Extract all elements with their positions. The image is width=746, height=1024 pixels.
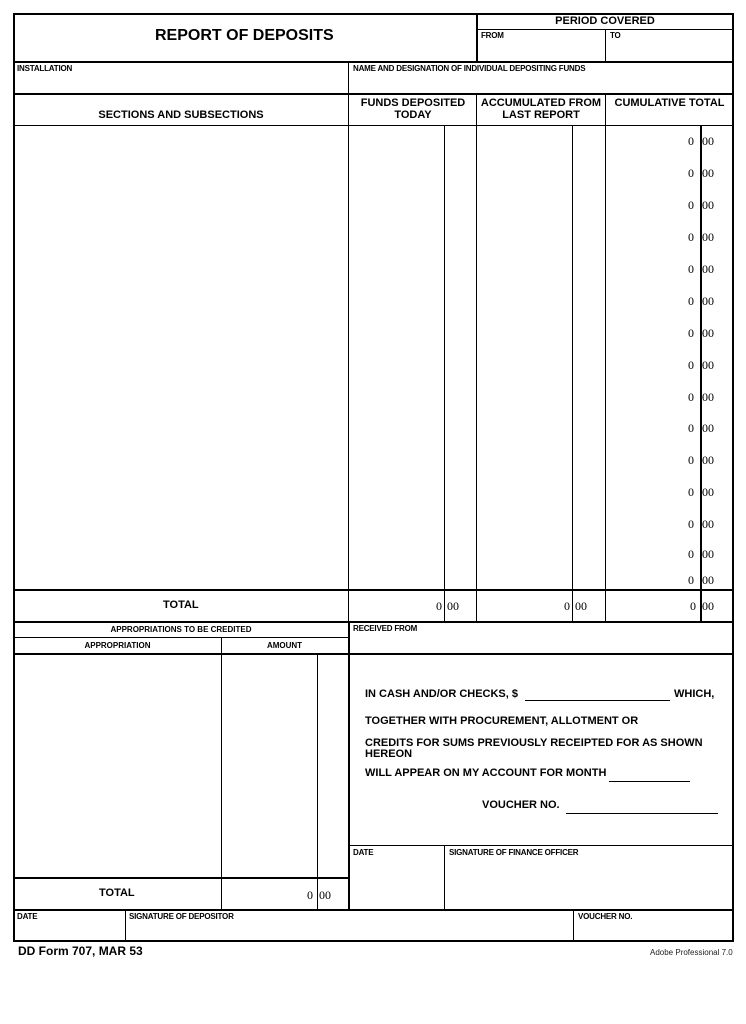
- received-from-label: RECEIVED FROM: [353, 624, 418, 633]
- appropriation-col-text: APPROPRIATION: [84, 641, 151, 650]
- finance-date-input[interactable]: [350, 858, 443, 908]
- divider: [13, 909, 734, 911]
- cumulative-dollars[interactable]: 0: [688, 390, 694, 404]
- finance-date-label: DATE: [353, 848, 374, 857]
- depositor-date-label: DATE: [17, 912, 38, 921]
- cumulative-dollars[interactable]: 0: [688, 230, 694, 244]
- cumulative-cents[interactable]: 00: [702, 573, 714, 587]
- cumulative-cents[interactable]: 00: [702, 294, 714, 308]
- divider: [348, 62, 349, 94]
- approp-total-label: TOTAL: [99, 887, 135, 899]
- cumulative-cents[interactable]: 00: [702, 453, 714, 467]
- hereon-suffix: ON: [395, 748, 413, 760]
- cumulative-cents[interactable]: 00: [702, 390, 714, 404]
- cash-text: IN CASH AND/OR CHECKS, $: [365, 688, 518, 700]
- divider: [605, 94, 606, 621]
- divider: [13, 621, 734, 623]
- cumulative-cents[interactable]: 00: [702, 547, 714, 561]
- total-label: TOTAL: [163, 599, 199, 611]
- divider: [13, 125, 734, 126]
- cumulative-cents[interactable]: 00: [702, 166, 714, 180]
- which-text: WHICH,: [674, 688, 715, 700]
- software-note: Adobe Professional 7.0: [650, 948, 733, 957]
- voucher-line[interactable]: [566, 813, 718, 814]
- cumulative-cents[interactable]: 00: [702, 262, 714, 276]
- cumulative-dollars[interactable]: 0: [688, 517, 694, 531]
- to-label: TO: [610, 31, 621, 40]
- amount-col-header: [221, 641, 348, 650]
- installation-label: INSTALLATION: [17, 64, 73, 73]
- cumulative-dollars[interactable]: 0: [688, 547, 694, 561]
- funds-today-header: FUNDS DEPOSITED TODAY: [360, 97, 466, 121]
- depositing-funds-label: NAME AND DESIGNATION OF INDIVIDUAL DEPOSITING FUNDS: [353, 64, 586, 73]
- accumulated-header: ACCUMULATED FROM LAST REPORT: [480, 97, 602, 121]
- cumulative-dollars[interactable]: 0: [688, 166, 694, 180]
- divider: [13, 93, 734, 95]
- cumulative-cents[interactable]: 00: [702, 326, 714, 340]
- cumulative-cents[interactable]: 00: [702, 230, 714, 244]
- cumulative-dollars[interactable]: 0: [688, 294, 694, 308]
- finance-sig-input[interactable]: [446, 858, 732, 908]
- amount-col-text: AMOUNT: [266, 641, 303, 650]
- cumulative-header: CUMULATIVE TOTAL: [614, 97, 725, 109]
- sections-input[interactable]: [15, 127, 347, 589]
- divider: [13, 589, 734, 591]
- cash-amount-line[interactable]: [525, 700, 670, 701]
- approp-total-dollars[interactable]: 0: [307, 888, 313, 902]
- cumulative-dollars[interactable]: 0: [688, 573, 694, 587]
- funds-today-input[interactable]: [350, 127, 475, 589]
- divider: [13, 653, 734, 655]
- total-accumulated-dollars[interactable]: 0: [564, 599, 570, 613]
- voucher-no-input[interactable]: [575, 922, 732, 940]
- form-number: DD Form 707, MAR 53: [18, 944, 143, 958]
- appropriation-input[interactable]: [15, 656, 220, 876]
- appropriations-label-text: APPROPRIATIONS TO BE CREDITED: [110, 625, 252, 634]
- cumulative-dollars[interactable]: 0: [688, 326, 694, 340]
- cumulative-cents[interactable]: 00: [702, 134, 714, 148]
- voucher-text: VOUCHER NO.: [482, 799, 560, 811]
- period-covered-label: PERIOD COVERED: [555, 15, 655, 27]
- divider: [349, 845, 734, 846]
- depositor-date-input[interactable]: [15, 922, 124, 940]
- finance-sig-label: SIGNATURE OF FINANCE OFFICER: [449, 848, 579, 857]
- cumulative-dollars[interactable]: 0: [688, 358, 694, 372]
- together-text: TOGETHER WITH PROCUREMENT, ALLOTMENT OR: [365, 715, 639, 727]
- amount-input[interactable]: [223, 656, 316, 876]
- total-cumulative-dollars[interactable]: 0: [690, 599, 696, 613]
- divider: [221, 638, 222, 910]
- form-title: REPORT OF DEPOSITS: [155, 27, 334, 44]
- divider: [13, 877, 349, 879]
- sections-header: SECTIONS AND SUBSECTIONS: [98, 109, 264, 121]
- appropriation-col-header: [14, 641, 221, 650]
- cumulative-dollars[interactable]: 0: [688, 421, 694, 435]
- divider: [125, 910, 126, 941]
- depositor-sig-label: SIGNATURE OF DEPOSITOR: [129, 912, 234, 921]
- received-from-input[interactable]: [350, 634, 732, 652]
- hereon-text: [365, 748, 412, 760]
- divider: [348, 94, 349, 621]
- appropriations-label: [14, 625, 348, 634]
- divider: [476, 94, 477, 621]
- cumulative-cents[interactable]: 00: [702, 198, 714, 212]
- cumulative-dollars[interactable]: 0: [688, 453, 694, 467]
- approp-total-cents[interactable]: 00: [319, 888, 331, 902]
- depositor-sig-input[interactable]: [127, 922, 572, 940]
- divider: [444, 846, 445, 910]
- total-today-dollars[interactable]: 0: [436, 599, 442, 613]
- accumulated-input[interactable]: [478, 127, 604, 589]
- divider: [13, 61, 734, 63]
- divider: [573, 910, 574, 941]
- divider: [13, 637, 349, 638]
- total-today-cents[interactable]: 00: [447, 599, 459, 613]
- cumulative-cents[interactable]: 00: [702, 517, 714, 531]
- appear-text: WILL APPEAR ON MY ACCOUNT FOR MONTH: [365, 767, 607, 779]
- cumulative-dollars[interactable]: 0: [688, 198, 694, 212]
- cumulative-dollars[interactable]: 0: [688, 485, 694, 499]
- total-cumulative-cents[interactable]: 00: [702, 599, 714, 613]
- cumulative-dollars[interactable]: 0: [688, 262, 694, 276]
- divider: [317, 654, 318, 910]
- hereon-prefix: HERE: [365, 748, 396, 760]
- cumulative-cents[interactable]: 00: [702, 485, 714, 499]
- divider: [605, 29, 606, 62]
- total-accumulated-cents[interactable]: 00: [575, 599, 587, 613]
- voucher-no-label: VOUCHER NO.: [578, 912, 633, 921]
- cumulative-dollars[interactable]: 0: [688, 134, 694, 148]
- credits-text: CREDITS FOR SUMS PREVIOUSLY RECEIPTED FOR AS SHOWN: [365, 737, 703, 749]
- cumulative-cents[interactable]: 00: [702, 421, 714, 435]
- month-line[interactable]: [609, 781, 690, 782]
- cumulative-cents[interactable]: 00: [702, 358, 714, 372]
- from-label: FROM: [481, 31, 504, 40]
